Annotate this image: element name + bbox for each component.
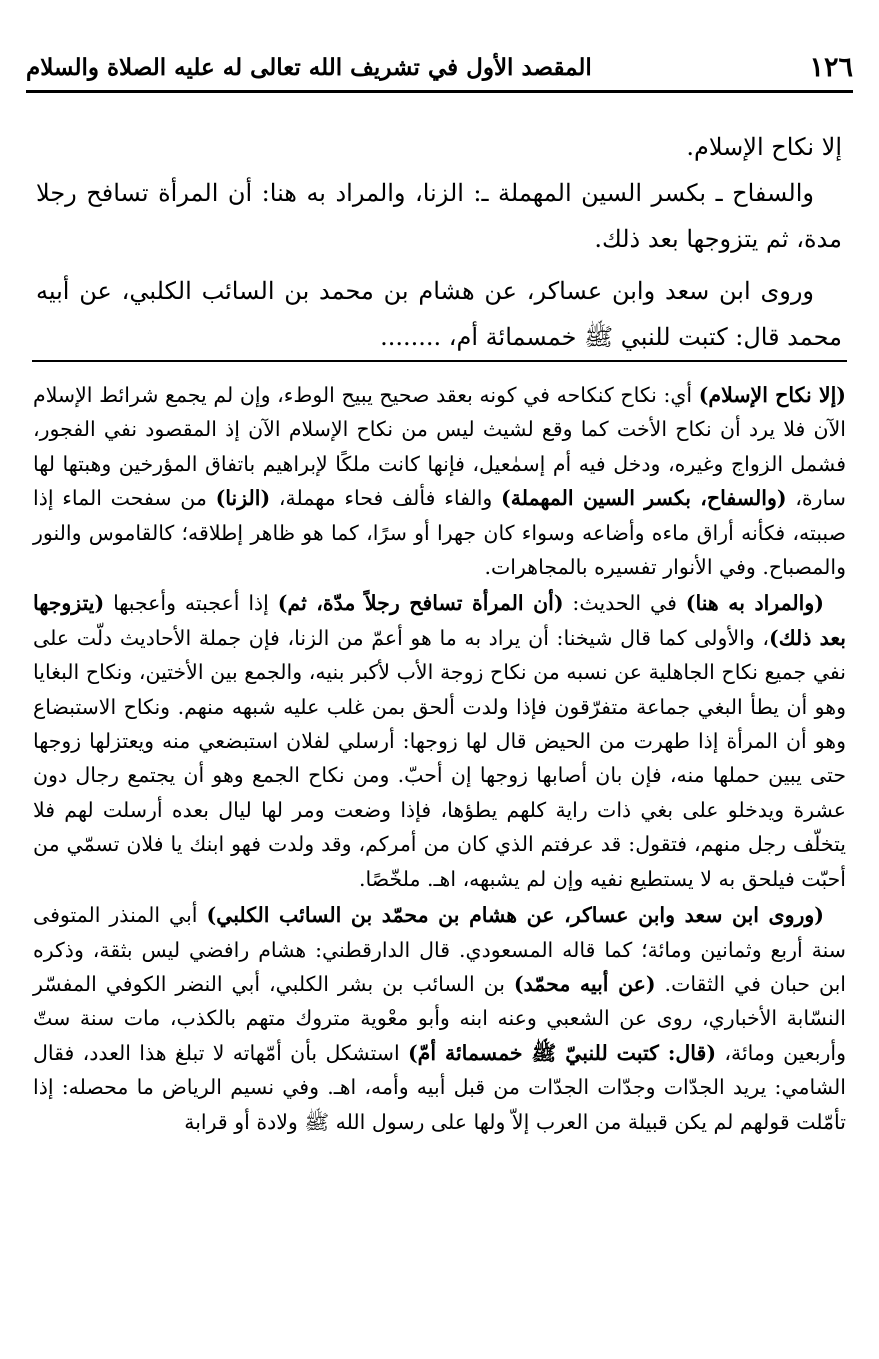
commentary-text: أي: نكاح كنكاحه في كونه بعقد صحيح يبيح الوطء، وإن لم يجمع شرائط الإسلام الآن فلا يرد أن نكاح الأخت كما وقع لشيث ليس من نكاح الإسلام الآن إذ المقصود نفي الفجور، فشمل الزواج وغيره، ودخل فيه أم إسمٰعيل، فإنها كانت ملكًا لإبراهيم باتفاق المؤرخين وهبتها لها سارة، bbox=[33, 383, 846, 511]
footnote-separator bbox=[32, 360, 847, 362]
commentary-text: أبي المنذر المتوفى سنة أربع وثمانين ومائة؛ كما قاله المسعودي. قال الدارقطني: هشام رافضي ليس بثقة، وذكره ابن حبان في الثقات. bbox=[33, 903, 846, 996]
quoted-main-text: (والمراد به هنا) bbox=[685, 591, 824, 616]
commentary-text: ، والأولى كما قال شيخنا: أن يراد به ما هو أعمّ من الزنا، فإن جملة الأحاديث دلّت على نفي جميع نكاح الجاهلية عن نسبه من نكاح زوجة الأب لأكبر بنيه، والجمع بين الأختين، ونكاح البغايا وهو أن يطأ البغي جماعة متفرّقون فإذا ولدت ألحق بمن غلب عليه شبهه منهم. ونكاح الاستبضاع وهو أن المرأة إذا طهرت من الحيض قال لها زوجها: أرسلي لفلان استبضعي منه ويعتزلها زوجها حتى يبين حملها منه، فإن بان أصابها زوجها إن أحبّ. ومن نكاح الجمع وهو أن يجتمع رجال دون عشرة ويدخلو على بغي ذات راية كلهم يطؤها، فإذا وضعت ومر لها ليال بعده أرسلت لهم فلا يتخلّف رجل منهم، فتقول: قد عرفتم الذي كان من أمركم، وقد ولدت فهو ابنك يا فلان تسمّي من أحبّت فيلحق به لا يستطيع نفيه وإن لم يشبهه، اهـ. ملخّصًا. bbox=[33, 625, 846, 891]
commentary-text: استشكل بأن أمّهاته لا تبلغ هذا العدد، فقال الشامي: يريد الجدّات وجدّات الجدّات من قبل أبيه وأمه، اهـ. وفي نسيم الرياض ما محصله: إذا تأمّلت قولهم لم يكن قبيلة من العرب إلاّ ولها على رسول الله ﷺ ولادة أو قرابة bbox=[33, 1040, 846, 1134]
commentary-paragraph bbox=[33, 586, 846, 896]
main-text bbox=[36, 124, 842, 360]
header-rule bbox=[26, 90, 853, 93]
commentary-text: والفاء فألف فحاء مهملة، bbox=[270, 486, 502, 511]
main-paragraph: والسفاح ـ بكسر السين المهملة ـ: الزنا، والمراد به هنا: أن المرأة تسافح رجلا مدة، ثم يتزوجها بعد ذلك. bbox=[36, 179, 842, 253]
page-header bbox=[26, 48, 853, 90]
main-paragraph: وروى ابن سعد وابن عساكر، عن هشام بن محمد بن السائب الكلبي، عن أبيه محمد قال: كتبت للنبي ﷺ خمسمائة أم، ........ bbox=[36, 277, 842, 351]
commentary-paragraph bbox=[33, 378, 846, 584]
quoted-main-text: (عن أبيه محمّد) bbox=[513, 971, 656, 996]
running-title: المقصد الأول في تشريف الله تعالى له عليه الصلاة والسلام bbox=[26, 54, 592, 81]
page-number: ١٢٦ bbox=[809, 52, 853, 83]
quoted-main-text: (قال: كتبت للنبيّ ﷺ خمسمائة أمّ) bbox=[407, 1040, 717, 1065]
main-paragraph: إلا نكاح الإسلام. bbox=[686, 133, 842, 161]
quoted-main-text: (إلا نكاح الإسلام) bbox=[698, 383, 846, 407]
commentary bbox=[33, 378, 846, 1139]
commentary-text: إذا أعجبته وأعجبها bbox=[104, 591, 278, 616]
commentary-text: في الحديث: bbox=[563, 591, 686, 616]
quoted-main-text: (أن المرأة تسافح رجلاً مدّة، ثم) bbox=[277, 591, 564, 616]
commentary-paragraph bbox=[33, 898, 846, 1139]
quoted-main-text: (وروى ابن سعد وابن عساكر، عن هشام بن محمّد بن السائب الكلبي) bbox=[206, 903, 824, 928]
quoted-main-text: (الزنا) bbox=[215, 486, 271, 511]
commentary-text: من سفحت الماء إذا صببته، فكأنه أراق ماءه وأضاعه وسواء كان جهرا أو سرًا، كما هو ظاهر إطلاقه؛ كالقاموس والنور والمصباح. وفي الأنوار تفسيره بالمجاهرات. bbox=[33, 486, 846, 580]
quoted-main-text: (يتزوجها بعد ذلك) bbox=[33, 591, 846, 650]
commentary-text: بن السائب بن بشر الكلبي، أبي النضر الكوفي المفسّر النسّابة الأخباري، روى عن الشعبي وعنه ابنه وأبو معْوية متروك متهم بالكذب، مات سنة ستّ وأربعين ومائة، bbox=[33, 971, 847, 1065]
quoted-main-text: (والسفاح، بكسر السين المهملة) bbox=[501, 486, 787, 511]
